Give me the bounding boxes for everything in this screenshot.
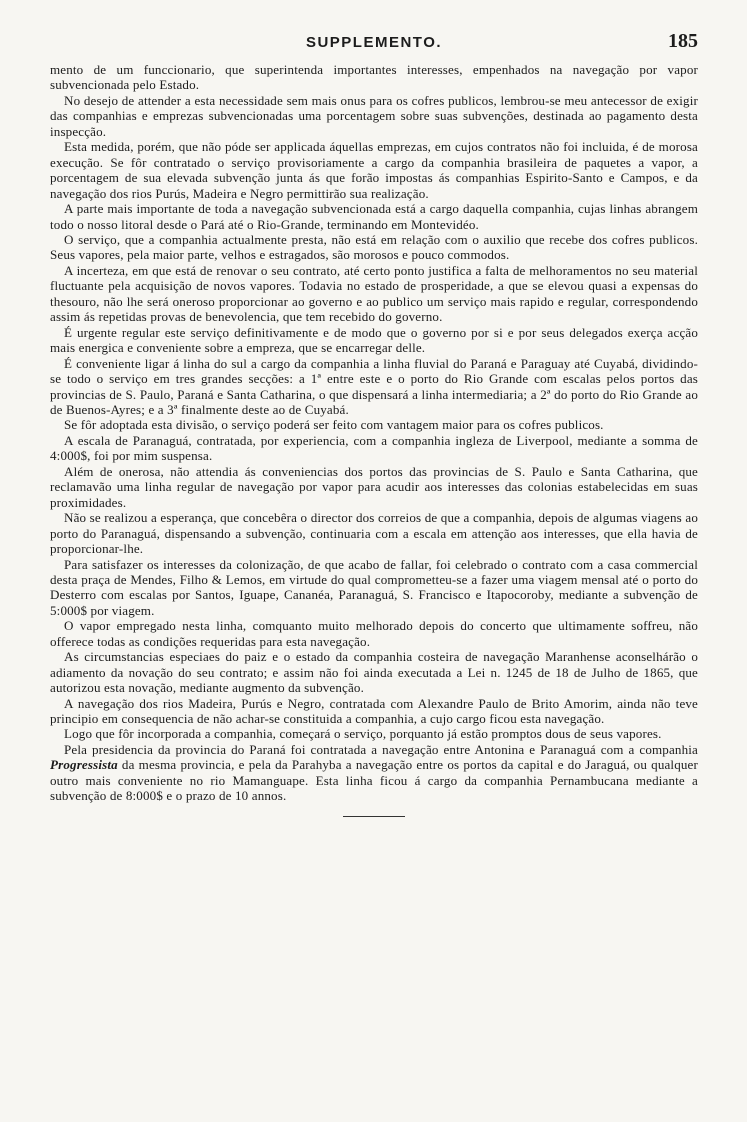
paragraph: Além de onerosa, não attendia ás conveniencias dos portos das provincias de S. Paulo e Santa Catharina, que reclamavão uma linha regular de navegação por vapor para acudir aos interesses das colonias estabelecidas em suas proximidades. <box>50 463 698 510</box>
paragraph: O vapor empregado nesta linha, comquanto muito melhorado depois do concerto que ultimamente soffreu, não offerece todas as condições requeridas para esta navegação. <box>50 618 698 649</box>
paragraph-text: Pela presidencia da provincia do Paraná foi contratada a navegação entre Antonina e Paranaguá com a companhia <box>64 741 698 757</box>
page-header <box>50 30 698 62</box>
paragraph: O serviço, que a companhia actualmente presta, não está em relação com o auxilio que recebe dos cofres publicos. Seus vapores, pela maior parte, velhos e estragados, são morosos e pouco commodos. <box>50 231 698 263</box>
paragraph: É urgente regular este serviço definitivamente e de modo que o governo por si e por seus delegados exerça acção mais energica e conveniente sobre a empreza, que se encarregar delle. <box>50 324 698 356</box>
paragraph: As circumstancias especiaes do paiz e o estado da companhia costeira de navegação Maranhense aconselhárão o adiamento da novação do seu contrato; e assim não foi ainda executada a Lei n. 1245 de 18 de Julho de 1865, que autorizou esta novação, mediante augmento da subvenção. <box>50 649 698 696</box>
paragraph: A parte mais importante de toda a navegação subvencionada está a cargo daquella companhia, cujas linhas abrangem todo o nosso litoral desde o Pará até o Rio-Grande, terminando em Montevidéo. <box>50 201 698 232</box>
paragraph: Não se realizou a esperança, que concebêra o director dos correios de que a companhia, depois de algumas viagens ao porto do Paranaguá, dispensando a subvenção, continuaria com a escala em attenção aos interesses, que ella havia de proporcionar-lhe. <box>50 510 698 557</box>
paragraph: A escala de Paranaguá, contratada, por experiencia, com a companhia ingleza de Liverpool, mediante a somma de 4:000$, foi por mim suspensa. <box>50 432 698 464</box>
paragraph-text: da mesma provincia, e pela da Parahyba a navegação entre os portos da capital e do Jaraguá, ou qualquer outro mais conveniente no rio Mamanguape. Esta linha ficou á cargo da companhia Pernambucana mediante a subvenção de 8:000$ e o prazo de 10 annos. <box>50 757 698 804</box>
paragraph: A navegação dos rios Madeira, Purús e Negro, contratada com Alexandre Paulo de Brito Amorim, ainda não teve principio em consequencia de não achar-se constituida a companhia, a cujo cargo ficou esta navegação. <box>50 695 698 727</box>
paragraph: A incerteza, em que está de renovar o seu contrato, até certo ponto justifica a falta de melhoramentos no seu material fluctuante pela acquisição de novos vapores. Todavia no estado de prosperidade, a que se elevou quasi a expensas do thesouro, não lhe será oneroso proporcionar ao governo e ao publico um serviço mais rapido e regular, correspondendo assim ás repetidas provas de benevolencia, que tem recebido do governo. <box>50 262 698 325</box>
paragraph: Logo que fôr incorporada a companhia, começará o serviço, porquanto já estão promptos dous de seus vapores. <box>64 726 662 742</box>
page-number: 185 <box>668 30 698 52</box>
paragraph: Para satisfazer os interesses da colonização, de que acabo de fallar, foi celebrado o contrato com a casa commercial desta praça de Mendes, Filho & Lemos, em virtude do qual comprometteu-se a fazer uma viagem mensal até o porto do Desterro com escalas por Santos, Iguape, Cananéa, Paranaguá, S. Francisco e Itapocoroby, mediante a subvenção de 5:000$ por viagem. <box>50 556 698 618</box>
paragraph: Esta medida, porém, que não póde ser applicada áquellas emprezas, em cujos contratos não foi incluida, é de morosa execução. Se fôr contratado o serviço provisoriamente a cargo da companhia brasileira de paquetes a vapor, a porcentagem de sua elevada subvenção junta ás que forão impostas ás companhias Espirito-Santo e Campos, e da navegação dos rios Purús, Madeira e Negro permittirão sua realização. <box>50 139 698 201</box>
paragraph <box>50 742 698 804</box>
paragraph: É conveniente ligar á linha do sul a cargo da companhia a linha fluvial do Paraná e Paraguay até Cuyabá, dividindo-se todo o serviço em tres grandes secções: a 1ª entre este e o porto do Rio Grande com escalas pelos portos das provincias de S. Paulo, Paraná e Santa Catharina, o que dispensará a linha intermediaria; a 2ª do porto do Rio Grande ao de Buenos-Ayres; e a 3ª finalmente deste ao de Cuyabá. <box>50 355 698 417</box>
end-rule <box>343 816 405 817</box>
body-text <box>50 62 698 804</box>
paragraph: No desejo de attender a esta necessidade sem mais onus para os cofres publicos, lembrou-se meu antecessor de exigir das companhias e emprezas subvencionadas uma porcentagem sobre suas subvenções, destinada ao pagamento desta inspecção. <box>50 92 698 139</box>
company-name-italic: Progressista <box>50 757 118 773</box>
running-title: SUPPLEMENTO. <box>305 34 443 51</box>
paragraph: mento de um funccionario, que superintenda importantes interesses, empenhados na navegação por vapor subvencionada pelo Estado. <box>50 62 698 93</box>
paragraph: Se fôr adoptada esta divisão, o serviço poderá ser feito com vantagem maior para os cofres publicos. <box>64 417 604 433</box>
document-page <box>50 30 698 817</box>
